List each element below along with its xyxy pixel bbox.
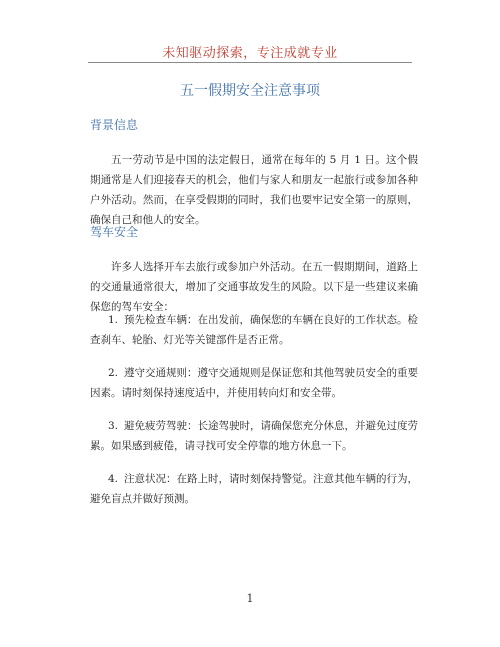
list-item-number: 3. bbox=[107, 420, 118, 432]
document-title: 五一假期安全注意事项 bbox=[180, 83, 320, 99]
page-header-slogan: 未知驱动探索，专注成就专业 bbox=[162, 46, 338, 61]
section-heading-driving: 驾车安全 bbox=[90, 225, 139, 239]
list-item bbox=[90, 416, 418, 456]
section-paragraph-background: 五一劳动节是中国的法定假日，通常在每年的 5 月 1 日。这个假期通常是人们迎接春天的机会，他们与家人和朋友一起旅行或参加各种户外活动。然而，在享受假期的同时，我们也要牢记安全第一的原则，确保自己和他人的安全。 bbox=[90, 154, 418, 226]
list-item-number: 2. bbox=[107, 367, 118, 379]
header-divider bbox=[88, 62, 412, 63]
page-number: 1 bbox=[246, 592, 254, 605]
section-paragraph-driving: 许多人选择开车去旅行或参加户外活动。在五一假期期间，道路上的交通量通常很大，增加了交通事故发生的风险。以下是一些建议来确保您的驾车安全： bbox=[90, 261, 418, 313]
list-item-number: 1. bbox=[107, 314, 118, 326]
list-item bbox=[90, 363, 418, 403]
list-item-number: 4. bbox=[107, 473, 118, 485]
list-item-text: 遵守交通规则：遵守交通规则是保证您和其他驾驶员安全的重要因素。请时刻保持速度适中，并使用转向灯和安全带。 bbox=[90, 367, 418, 399]
list-item bbox=[90, 310, 418, 350]
list-item-text: 避免疲劳驾驶：长途驾驶时，请确保您充分休息，并避免过度劳累。如果感到疲倦，请寻找可安全停靠的地方休息一下。 bbox=[90, 420, 418, 452]
list-item-text: 预先检查车辆：在出发前，确保您的车辆在良好的工作状态。检查刹车、轮胎、灯光等关键部件是否正常。 bbox=[90, 314, 418, 346]
list-item-text: 注意状况：在路上时，请时刻保持警觉。注意其他车辆的行为，避免盲点并做好预测。 bbox=[90, 473, 418, 505]
list-item bbox=[90, 469, 418, 509]
section-heading-background: 背景信息 bbox=[90, 118, 139, 132]
